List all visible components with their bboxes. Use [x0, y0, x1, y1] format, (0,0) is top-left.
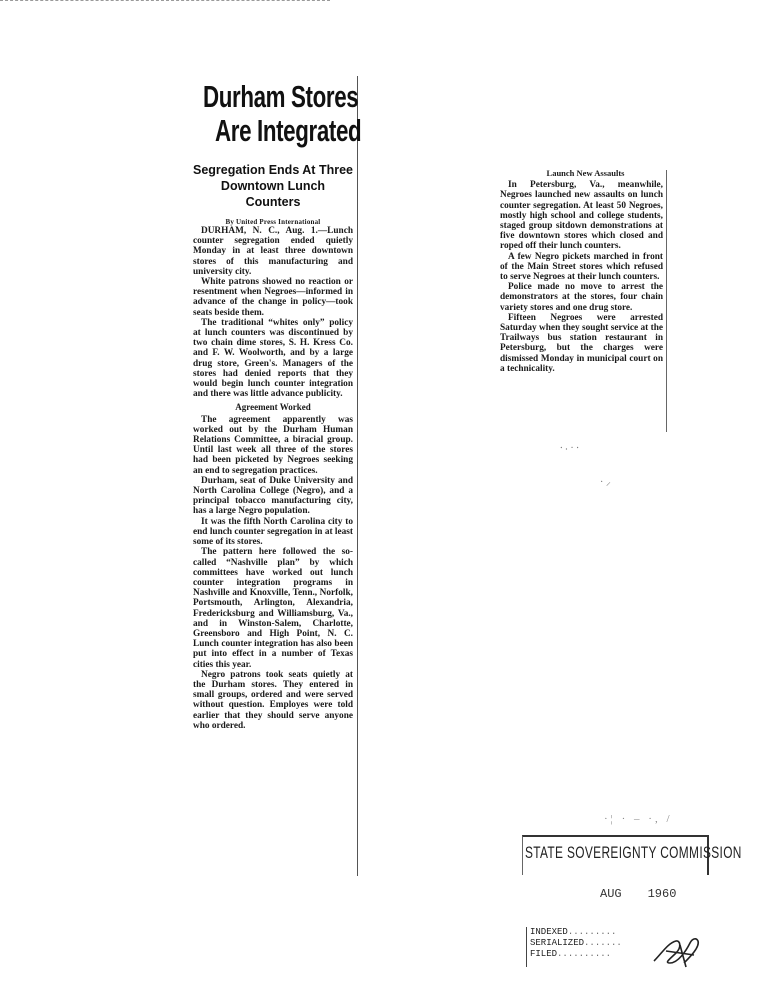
- paragraph: White patrons showed no reaction or resentment when Negroes—informed in advance of the change in policy—took seats beside them.: [193, 277, 353, 318]
- subhead-launch: Launch New Assaults: [546, 168, 625, 178]
- scan-specks: ⸱ ⸳ · ⸱: [560, 443, 579, 454]
- paragraph: In Petersburg, Va., meanwhile, Negroes launched new assaults on lunch counter segregation. At least 50 Negroes, mostly high school and college students, staged group sitdown demonstrations at five downtown stores which closed and roped off their lunch counters.: [500, 180, 663, 252]
- paragraph: Fifteen Negroes were arrested Saturday when they sought service at the Trailways bus station restaurant in Petersburg, but the charges were dismissed Monday in municipal court on a technicality.: [500, 312, 663, 374]
- article-byline: By United Press International: [225, 218, 321, 226]
- stamp-title: STATE SOVEREIGNTY COMMISSION: [525, 843, 742, 862]
- paragraph: The traditional “whites only” policy at lunch counters was discontinued by two chain dime stores, S. H. Kress Co. and F. W. Woolworth, and by a large drug store, Green's. Managers of the stores had denied reports that they would begin lunch counter integration and there was little advance publicity.: [193, 317, 353, 400]
- stamp-field-serialized: SERIALIZED.......: [530, 938, 622, 948]
- paragraph: The agreement apparently was worked out by the Durham Human Relations Committee, a biracial group. Until last week all three of the stores had been picketed by Negroes seeking an end to segregation practices.: [193, 414, 353, 476]
- scan-specks: ·¦ · – ·, /: [604, 813, 673, 825]
- paragraph: A few Negro pickets marched in front of the Main Street stores which refused to serve Negroes at their lunch counters.: [500, 251, 663, 283]
- subhead-agreement: Agreement Worked: [235, 402, 311, 413]
- paragraph: Durham, seat of Duke University and North Carolina College (Negro), and a principal tobacco manufacturing city, has a large Negro population.: [193, 475, 353, 517]
- paragraph: DURHAM, N. C., Aug. 1.—Lunch counter segregation ended quietly Monday in at least three downtown stores of this manufacturing and university city.: [193, 226, 353, 277]
- signature-icon: [650, 933, 702, 969]
- stamp-date: [600, 887, 676, 901]
- article-body: [193, 226, 353, 731]
- stamp-rule: [526, 927, 527, 967]
- column-rule: [666, 170, 667, 432]
- article-main-column: [193, 79, 362, 731]
- headline-line-2: Are Integrated: [215, 113, 362, 148]
- paragraph: Police made no move to arrest the demonstrators at the stores, four chain variety stores and one drug store.: [500, 282, 663, 313]
- stamp-date-year: 1960: [647, 887, 677, 901]
- commission-stamp: [522, 813, 742, 972]
- headline-line-1: Durham Stores: [203, 79, 359, 114]
- article-deck: Segregation Ends At Three Downtown Lunch Counters: [193, 163, 353, 209]
- stamp-field-indexed: INDEXED.........: [530, 927, 617, 937]
- scan-specks: · ⸝: [600, 477, 611, 488]
- top-dashed-border: [0, 0, 330, 1]
- paragraph: It was the fifth North Carolina city to end lunch counter segregation in at least some of its stores.: [193, 516, 353, 548]
- stamp-field-filed: FILED..........: [530, 949, 612, 959]
- article-continued-column: [500, 168, 663, 374]
- paragraph: Negro patrons took seats quietly at the Durham stores. They entered in small groups, ordered and were served without question. Employes were told earlier that they should serve anyone who ordered.: [193, 669, 353, 731]
- column-rule: [357, 76, 358, 876]
- stamp-date-month: AUG: [600, 887, 622, 901]
- paragraph: The pattern here followed the so-called “Nashville plan” by which committees have worked out lunch counter integration programs in Nashville and Knoxville, Tenn., Norfolk, Portsmouth, Arlington, Alexandria, Fredericksburg and Williamsburg, Va., and in Winston-Salem, Charlotte, Greensboro and High Point, N. C. Lunch counter integration has also been put into effect in a number of Texas cities this year.: [193, 547, 353, 670]
